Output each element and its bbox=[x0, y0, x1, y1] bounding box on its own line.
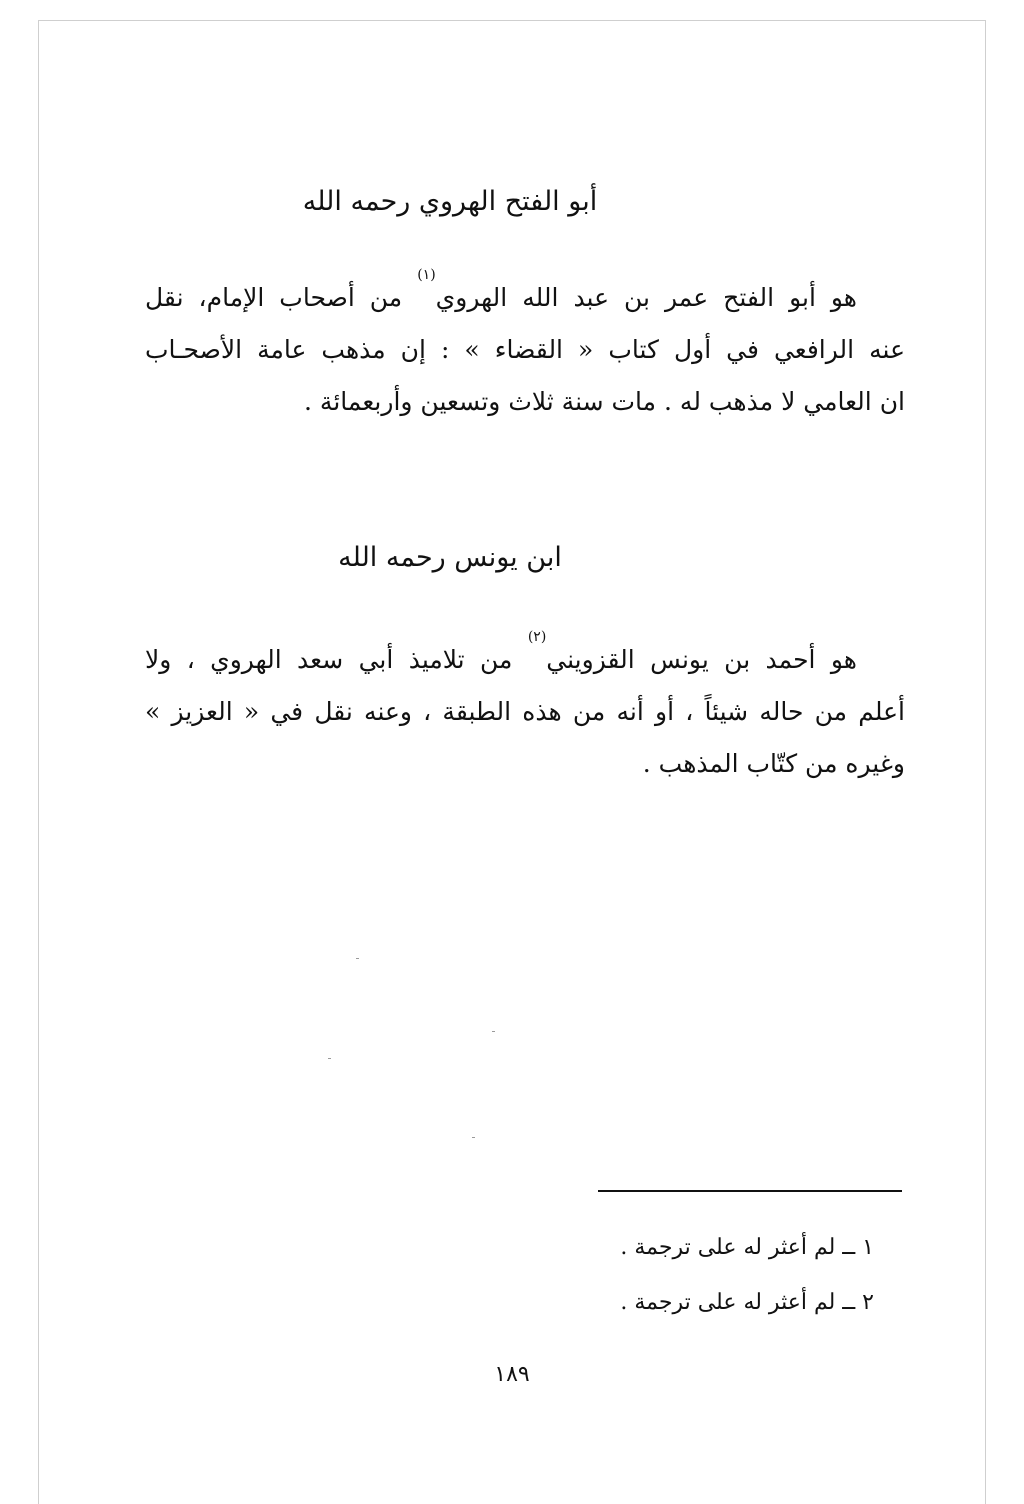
footnote-separator bbox=[598, 1190, 902, 1192]
paragraph-line bbox=[145, 629, 905, 686]
line-text-continued: من تلاميذ أبي سعد الهروي ، ولا bbox=[145, 645, 528, 674]
section-paragraph-2 bbox=[145, 629, 905, 790]
line-text: هو أبو الفتح عمر بن عبد الله الهروي bbox=[435, 283, 857, 312]
paragraph-line: أعلم من حاله شيئاً ، أو أنه من هذه الطبقة ، وعنه نقل في « العزيز » bbox=[145, 697, 905, 726]
line-text-continued: من أصحاب الإمام، نقل bbox=[145, 283, 418, 312]
footnote-1: ١ ــ لم أعثر له على ترجمة . bbox=[620, 1235, 874, 1260]
line-text: هو أحمد بن يونس القزويني bbox=[546, 645, 857, 674]
footnote-marker[interactable]: (١) bbox=[417, 267, 436, 283]
page-number: ١٨٩ bbox=[494, 1362, 530, 1387]
section-heading-2: ابن يونس رحمه الله bbox=[338, 542, 562, 573]
section-paragraph-1 bbox=[145, 267, 905, 428]
scan-speck bbox=[472, 1137, 475, 1138]
paragraph-line bbox=[145, 267, 905, 324]
paragraph-line: ان العامي لا مذهب له . مات سنة ثلاث وتسعين وأربعمائة . bbox=[304, 387, 905, 416]
scan-speck bbox=[356, 958, 359, 959]
paragraph-line: وغيره من كتّاب المذهب . bbox=[642, 749, 905, 778]
paragraph-line: عنه الرافعي في أول كتاب « القضاء » : إن مذهب عامة الأصحـاب bbox=[145, 335, 905, 364]
footnote-marker[interactable]: (٢) bbox=[527, 629, 547, 645]
scan-speck bbox=[492, 1031, 495, 1032]
footnote-2: ٢ ــ لم أعثر له على ترجمة . bbox=[620, 1290, 874, 1315]
scan-speck bbox=[328, 1058, 331, 1059]
section-heading-1: أبو الفتح الهروي رحمه الله bbox=[302, 186, 598, 217]
